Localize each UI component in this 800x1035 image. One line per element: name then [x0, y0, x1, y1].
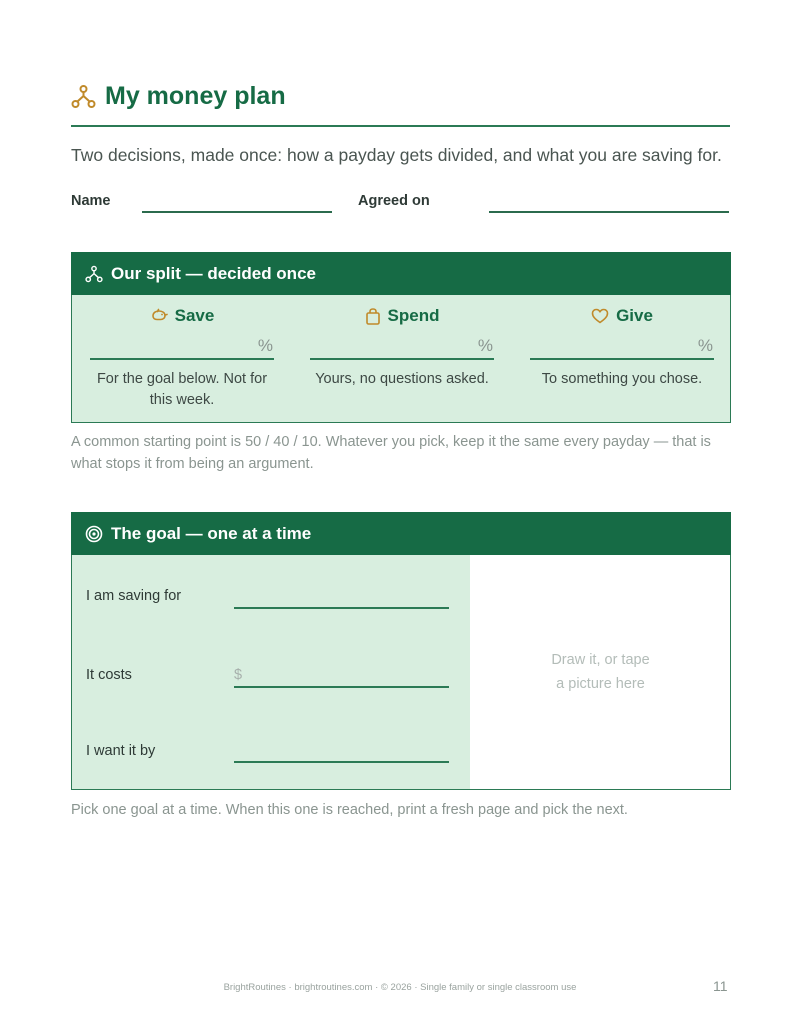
want-by-field[interactable] — [234, 761, 449, 763]
goal-panel-title: The goal — one at a time — [111, 523, 312, 543]
draw-hint-line: a picture here — [556, 676, 645, 692]
spend-label: Spend — [387, 306, 440, 325]
give-description: To something you chose. — [541, 371, 703, 387]
draw-hint — [470, 648, 731, 696]
spend-description: Yours, no questions asked. — [315, 371, 489, 387]
target-icon — [85, 525, 103, 543]
save-description: For the goal below. Not for this week. — [96, 371, 268, 408]
shopping-bag-icon — [365, 308, 381, 325]
split-note: A common starting point is 50 / 40 / 10. Whatever you pick, keep it the same every payday — that is what stops it from being an argument. — [71, 434, 711, 472]
spend-percent-field[interactable] — [310, 358, 494, 360]
saving-for-label: I am saving for — [86, 588, 182, 604]
goal-note: Pick one goal at a time. When this one is reached, print a fresh page and pick the next. — [71, 802, 628, 818]
heart-icon — [591, 308, 609, 324]
draw-hint-line: Draw it, or tape — [551, 652, 650, 668]
split-panel-header — [71, 252, 731, 295]
currency-placeholder: $ — [234, 667, 243, 683]
page-header — [71, 82, 286, 111]
name-field[interactable] — [142, 211, 332, 213]
percent-sign: % — [477, 336, 493, 355]
percent-sign: % — [257, 336, 273, 355]
saving-for-field[interactable] — [234, 607, 449, 609]
name-label: Name — [71, 193, 111, 209]
want-by-label: I want it by — [86, 743, 156, 759]
save-percent-field[interactable] — [90, 358, 274, 360]
branch-split-icon — [85, 265, 103, 283]
title-divider — [71, 125, 730, 127]
split-panel — [71, 295, 731, 423]
give-percent-field[interactable] — [530, 358, 714, 360]
split-panel-title: Our split — decided once — [111, 263, 316, 283]
page-title: My money plan — [105, 82, 286, 110]
page-number: 11 — [713, 978, 728, 994]
agreed-on-field[interactable] — [489, 211, 729, 213]
page-subtitle: Two decisions, made once: how a payday gets divided, and what you are saving for. — [71, 145, 722, 165]
goal-panel-header — [71, 512, 731, 555]
percent-sign: % — [697, 336, 713, 355]
branch-split-icon — [71, 84, 96, 109]
footer-text: BrightRoutines · brightroutines.com · © 2026 · Single family or single classroom use — [223, 982, 577, 993]
agreed-on-label: Agreed on — [358, 193, 430, 209]
piggy-bank-icon — [150, 308, 168, 324]
cost-field[interactable] — [234, 686, 449, 688]
save-label: Save — [174, 306, 215, 325]
give-label: Give — [616, 306, 653, 325]
costs-label: It costs — [86, 667, 132, 683]
